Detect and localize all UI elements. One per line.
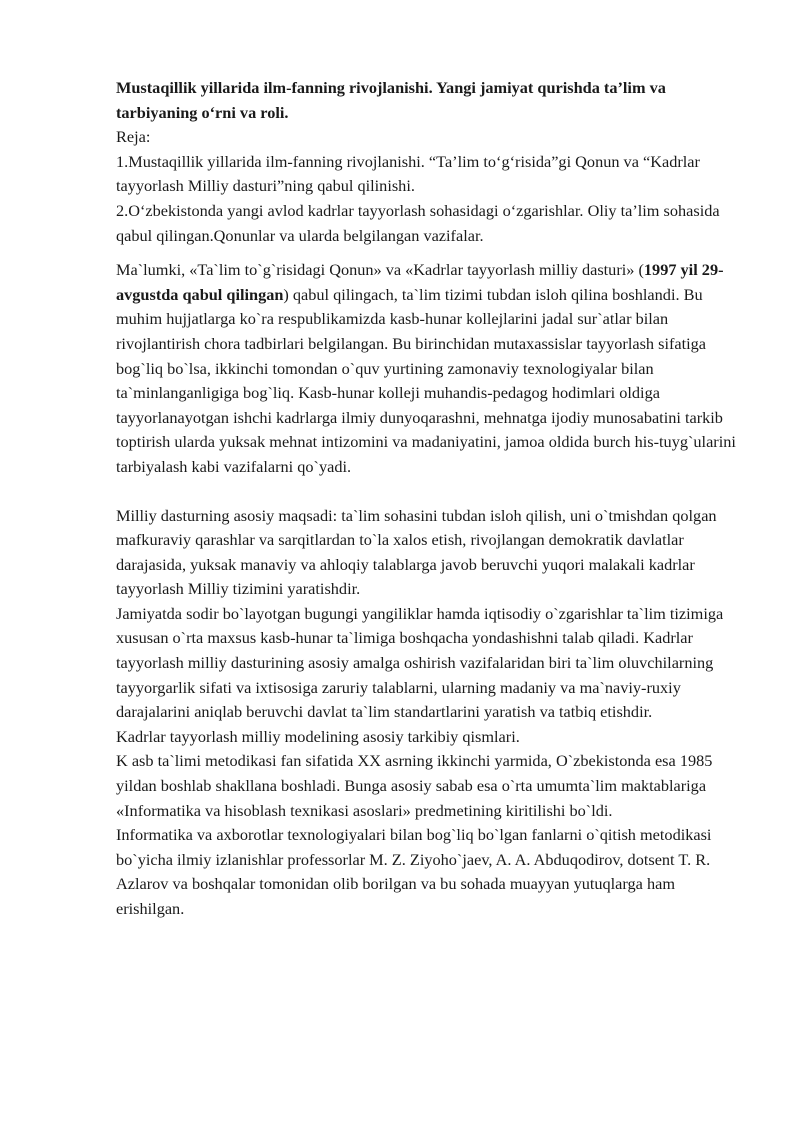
document-page: [116, 76, 746, 922]
intro-text-end: ) qabul qilingach, ta`lim tizimi tubdan isloh qilina boshlandi. Bu muhim hujjatlarga ko`ra respublikamizda kasb-hunar kollejlarini jadal sur`atlar bilan rivojlantirish chora tadbirlari belgilangan. Bu birinchidan mutaxassislar tayyorlash sifatiga bog`liq bo`lsa, ikkinchi tomondan o`quv yurtining zamonaviy texnologiyalar bilan ta`minlanganligiga bog`liq. Kasb-hunar kolleji muhandis-pedagog hodimlari oldiga tayyorlanayotgan ishchi kadrlarga ilmiy dunyoqarashni, mehnatga ijodiy munosabatini tarkib toptirish ularda yuksak mehnat intizomini va madaniyatini, jamoa oldida burch his-tuyg`ularini tarbiyalash kabi vazifalarni qo`yadi.: [116, 284, 736, 476]
plan-item-2: 2.Oʻzbekistonda yangi avlod kadrlar tayyorlash sohasidagi oʻzgarishlar. Oliy ta’lim sohasida qabul qilingan.Qonunlar va ularda belgilangan vazifalar.: [116, 200, 720, 245]
intro-text-start: Ma`lumki, «Ta`lim to`g`risidagi Qonun» va «Kadrlar tayyorlash milliy dasturi» (: [116, 260, 644, 280]
plan-item-1: 1.Mustaqillik yillarida ilm-fanning rivojlanishi. “Ta’lim toʻgʻrisida”gi Qonun va “Kadrlar tayyorlash Milliy dasturi”ning qabul qilinishi.: [116, 151, 700, 196]
document-title: Mustaqillik yillarida ilm-fanning rivojlanishi. Yangi jamiyat qurishda ta’lim va tarbiyaning oʻrni va roli.: [116, 78, 666, 122]
program-goal-paragraph: Milliy dasturning asosiy maqsadi: ta`lim sohasini tubdan isloh qilish, uni o`tmishdan qolgan mafkuraviy qarashlar va sarqitlardan to`la xalos etish, rivojlangan demokratik davlatlar darajasida, yuksak manaviy va ahloqiy talablarga javob beruvchi yuqori malakali kadrlar tayyorlash Milliy tizimini yaratishdir.: [116, 505, 717, 599]
intro-paragraph: [116, 258, 746, 479]
plan-label: Reja:: [116, 127, 151, 147]
changes-paragraph: Jamiyatda sodir bo`layotgan bugungi yangiliklar hamda iqtisodiy o`zgarishlar ta`lim tizimiga xususan o`rta maxsus kasb-hunar ta`limiga boshqacha yondashishni talab qiladi. Kadrlar tayyorlash milliy dasturining asosiy amalga oshirish vazifalaridan biri ta`lim oluvchilarning tayyorgarlik sifati va ixtisosiga zaruriy talablarni, ularning madaniy va ma`naviy-ruxiy darajalarini aniqlab beruvchi davlat ta`lim standartlarini yaratish va tatbiq etishdir.: [116, 603, 724, 722]
research-paragraph: Informatika va axborotlar texnologiyalari bilan bog`liq bo`lgan fanlarni o`qitish metodikasi bo`yicha ilmiy izlanishlar professorlar M. Z. Ziyoho`jaev, A. A. Abduqodirov, dotsent T. R. Azlarov va boshqalar tomonidan olib borilgan va bu sohada muayyan yutuqlarga ham erishilgan.: [116, 825, 712, 918]
methodology-history-paragraph: K asb ta`limi metodikasi fan sifatida XX asrning ikkinchi yarmida, O`zbekistonda esa 1985 yildan boshlab shakllana boshladi. Bunga asosiy sabab esa o`rta umumta`lim maktablariga «Informatika va hisoblash texnikasi asoslari» predmetining kiritilishi bo`ldi.: [116, 751, 713, 820]
model-components-line: Kadrlar tayyorlash milliy modelining asosiy tarkibiy qismlari.: [116, 726, 520, 746]
adoption-date-bold: 1997 yil 29-avgustda qabul qilingan: [116, 260, 724, 304]
